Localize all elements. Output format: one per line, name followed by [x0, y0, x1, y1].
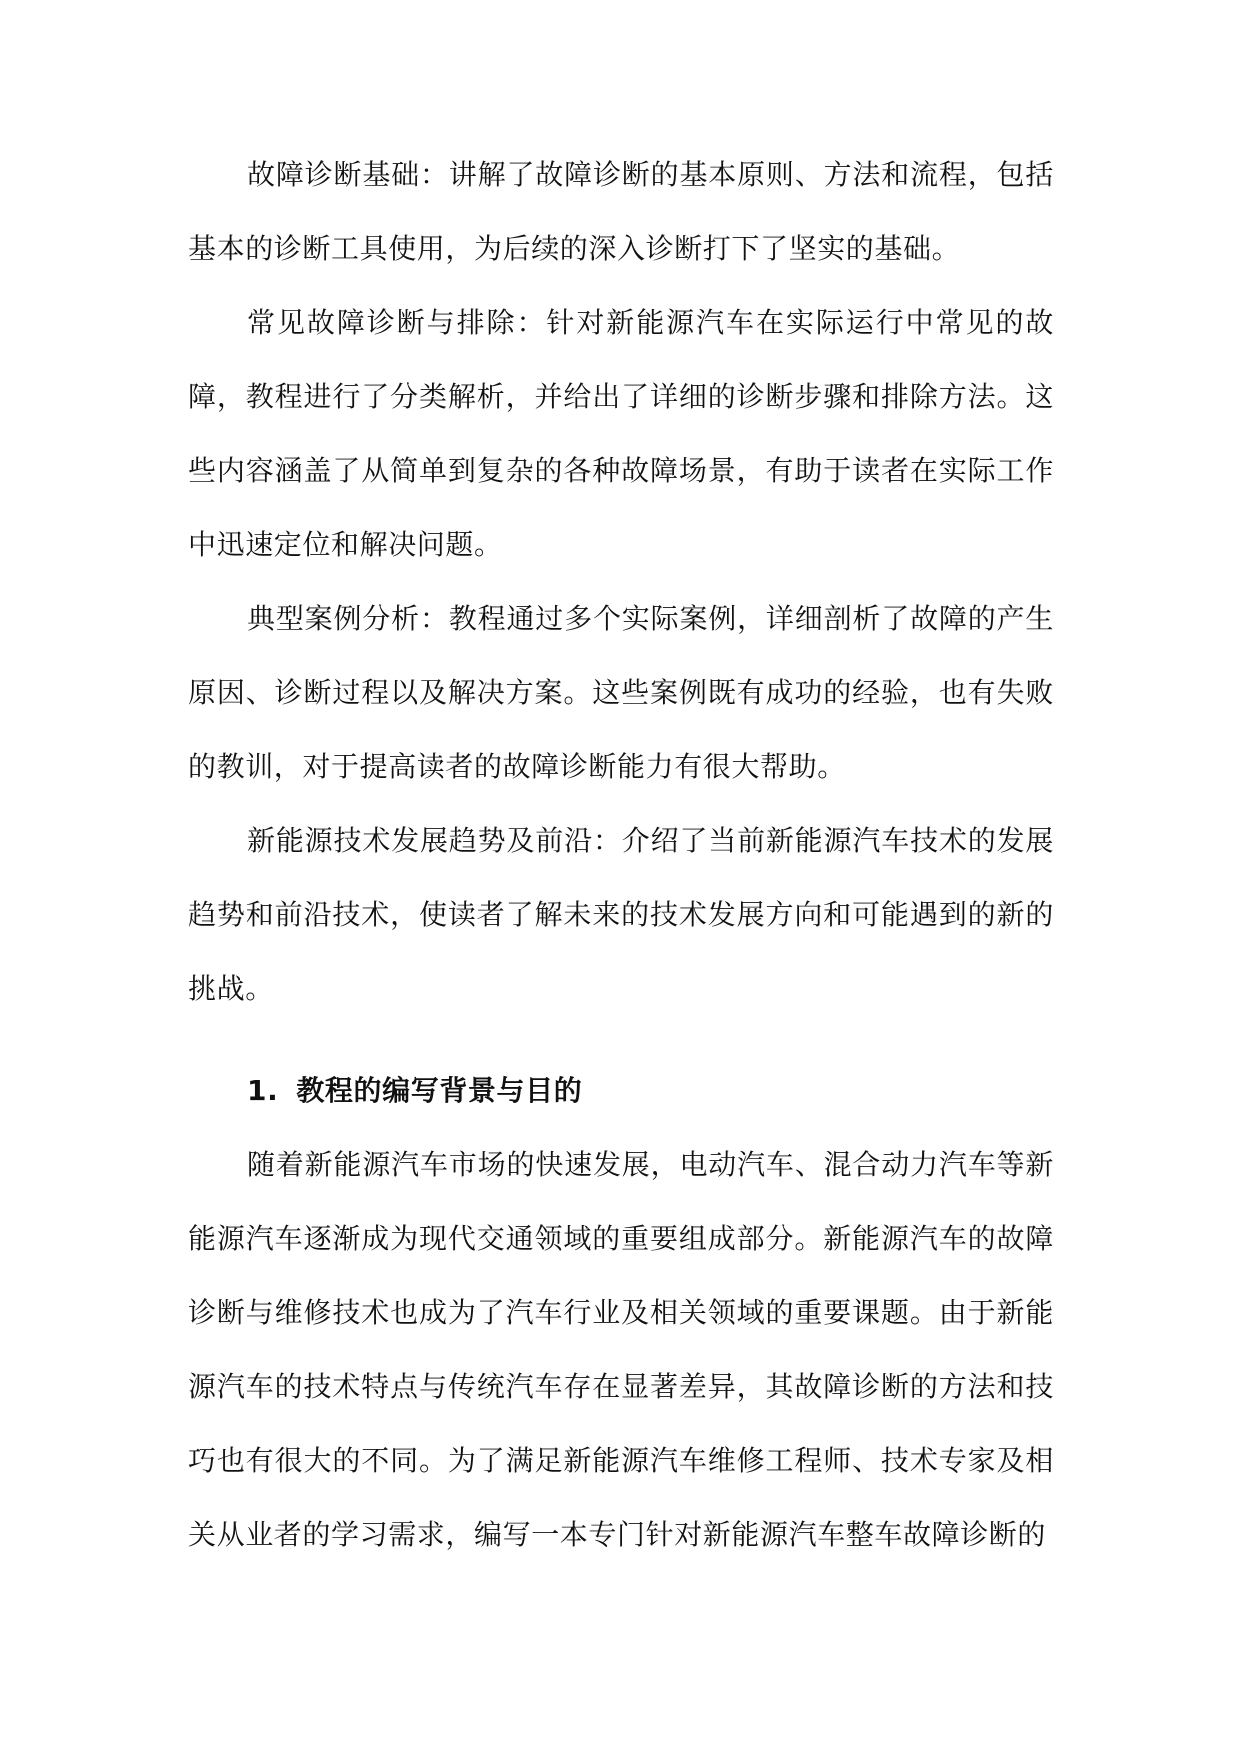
section-number: 1. — [247, 1074, 279, 1107]
paragraph-common-faults: 常见故障诊断与排除：针对新能源汽车在实际运行中常见的故障，教程进行了分类解析，并给出了详细的诊断步骤和排除方法。这些内容涵盖了从简单到复杂的各种故障场景，有助于读者在实际工作中迅速定位和解决问题。 — [188, 306, 1054, 561]
paragraph-case-analysis: 典型案例分析：教程通过多个实际案例，详细剖析了故障的产生原因、诊断过程以及解决方案。这些案例既有成功的经验，也有失败的教训，对于提高读者的故障诊断能力有很大帮助。 — [188, 602, 1054, 783]
section-title: 教程的编写背景与目的 — [296, 1074, 583, 1107]
document-body — [188, 138, 1054, 1572]
section-heading — [188, 1054, 1054, 1128]
paragraph-technology-trends: 新能源技术发展趋势及前沿：介绍了当前新能源汽车技术的发展趋势和前沿技术，使读者了解未来的技术发展方向和可能遇到的新的挑战。 — [188, 824, 1054, 1005]
paragraph-diagnosis-basics: 故障诊断基础：讲解了故障诊断的基本原则、方法和流程，包括基本的诊断工具使用，为后续的深入诊断打下了坚实的基础。 — [188, 158, 1054, 265]
paragraph-background: 随着新能源汽车市场的快速发展，电动汽车、混合动力汽车等新能源汽车逐渐成为现代交通领域的重要组成部分。新能源汽车的故障诊断与维修技术也成为了汽车行业及相关领域的重要课题。由于新能源汽车的技术特点与传统汽车存在显著差异，其故障诊断的方法和技巧也有很大的不同。为了满足新能源汽车维修工程师、技术专家及相关从业者的学习需求，编写一本专门针对新能源汽车整车故障诊断的 — [188, 1148, 1054, 1551]
